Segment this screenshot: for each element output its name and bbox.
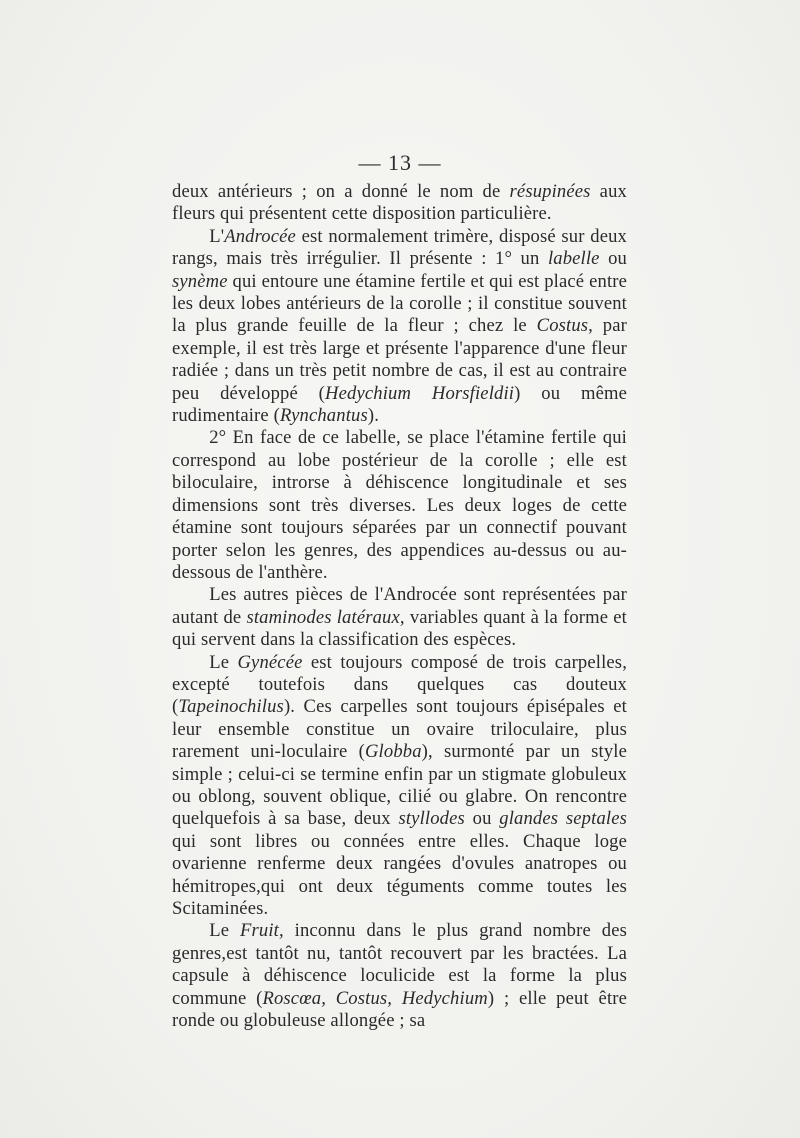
text-run: ) ou même rudimentaire (: [172, 382, 627, 427]
text-run: est normalement trimère, disposé sur deux rangs, mais très irrégulier. Il présente : 1° un: [172, 225, 627, 270]
italic-term: styllodes: [398, 808, 465, 830]
paragraph: [172, 920, 627, 1032]
paragraph: [172, 226, 627, 428]
italic-term: Androcée: [224, 225, 296, 247]
italic-term: Hedychium Horsfieldii: [325, 382, 515, 404]
text-run: ).: [367, 405, 379, 427]
italic-term: Rynchantus: [279, 405, 368, 427]
text-run: inconnu dans le plus grand nombre des genres,est tantôt nu, tantôt recouvert par les bractées. La capsule à déhiscence loculicide est la forme la plus commune (: [172, 920, 627, 1009]
italic-term: Gynécée: [237, 651, 303, 673]
italic-term: Costus,: [536, 315, 593, 337]
italic-term: synème: [172, 270, 228, 292]
text-run: 2° En face de ce labelle, se place l'étamine fertile qui correspond au lobe postérieur de la corolle ; elle est biloculaire, introrse à déhiscence longitudinale et ses dimensions sont très diverses. Les deux loges de cette étamine sont toujours séparées par un connectif pouvant porter selon les genres, des appendices au-dessus ou au-dessous de l'anthère.: [172, 427, 627, 583]
body-text: [172, 181, 627, 1032]
paragraph: [172, 427, 627, 584]
text-run: ou: [464, 808, 500, 830]
text-run: variables quant à la forme et qui servent dans la classification des espèces.: [172, 606, 627, 651]
italic-term: Roscœa, Costus, Hedychium: [262, 987, 488, 1009]
text-run: L': [209, 225, 225, 247]
text-run: ou: [599, 248, 627, 270]
text-run: aux fleurs qui présentent cette disposition particulière.: [172, 181, 627, 225]
text-run: est toujours composé de trois carpelles, excepté toutefois dans quelques cas douteux (: [172, 651, 627, 718]
text-run: ). Ces carpelles sont toujours épisépales et leur ensemble constitue un ovaire triloculaire, plus rarement uni-loculaire (: [172, 696, 627, 763]
italic-term: Tapeinochilus: [178, 696, 284, 718]
paragraph: [172, 652, 627, 921]
italic-term: glandes septales: [499, 808, 627, 830]
italic-term: Fruit,: [240, 920, 284, 942]
page-number: — 13 —: [358, 150, 442, 175]
italic-term: Globba: [364, 741, 422, 763]
paragraph: [172, 584, 627, 651]
italic-term: labelle: [547, 248, 600, 270]
text-run: Le: [209, 651, 238, 673]
text-run: deux antérieurs ; on a donné le nom de: [172, 181, 510, 202]
text-run: ), surmonté par un style simple ; celui-ci se termine enfin par un stigmate globuleux ou oblong, souvent oblique, cilié ou glabre. On rencontre quelquefois à sa base, deux: [172, 741, 628, 830]
text-run: par exemple, il est très large et présente l'apparence d'une fleur radiée ; dans un très petit nombre de cas, il est au contraire peu développé (: [172, 315, 627, 404]
text-run: Le: [209, 920, 240, 942]
text-run: qui sont libres ou connées entre elles. Chaque loge ovarienne renferme deux rangées d'ovules anatropes ou hémitropes,qui ont deux téguments comme toutes les Scitaminées.: [172, 830, 627, 919]
text-run: ) ; elle peut être ronde ou globuleuse allongée ; sa: [172, 987, 628, 1032]
italic-term: résupinées: [509, 181, 591, 202]
italic-term: staminodes latéraux,: [246, 606, 405, 628]
text-run: Les autres pièces de l'Androcée sont représentées par autant de: [172, 584, 627, 628]
text-run: qui entoure une étamine fertile et qui est placé entre les deux lobes antérieurs de la corolle ; il constitue souvent la plus grande feuille de la fleur ; chez le: [172, 270, 627, 337]
paragraph: [172, 181, 627, 226]
